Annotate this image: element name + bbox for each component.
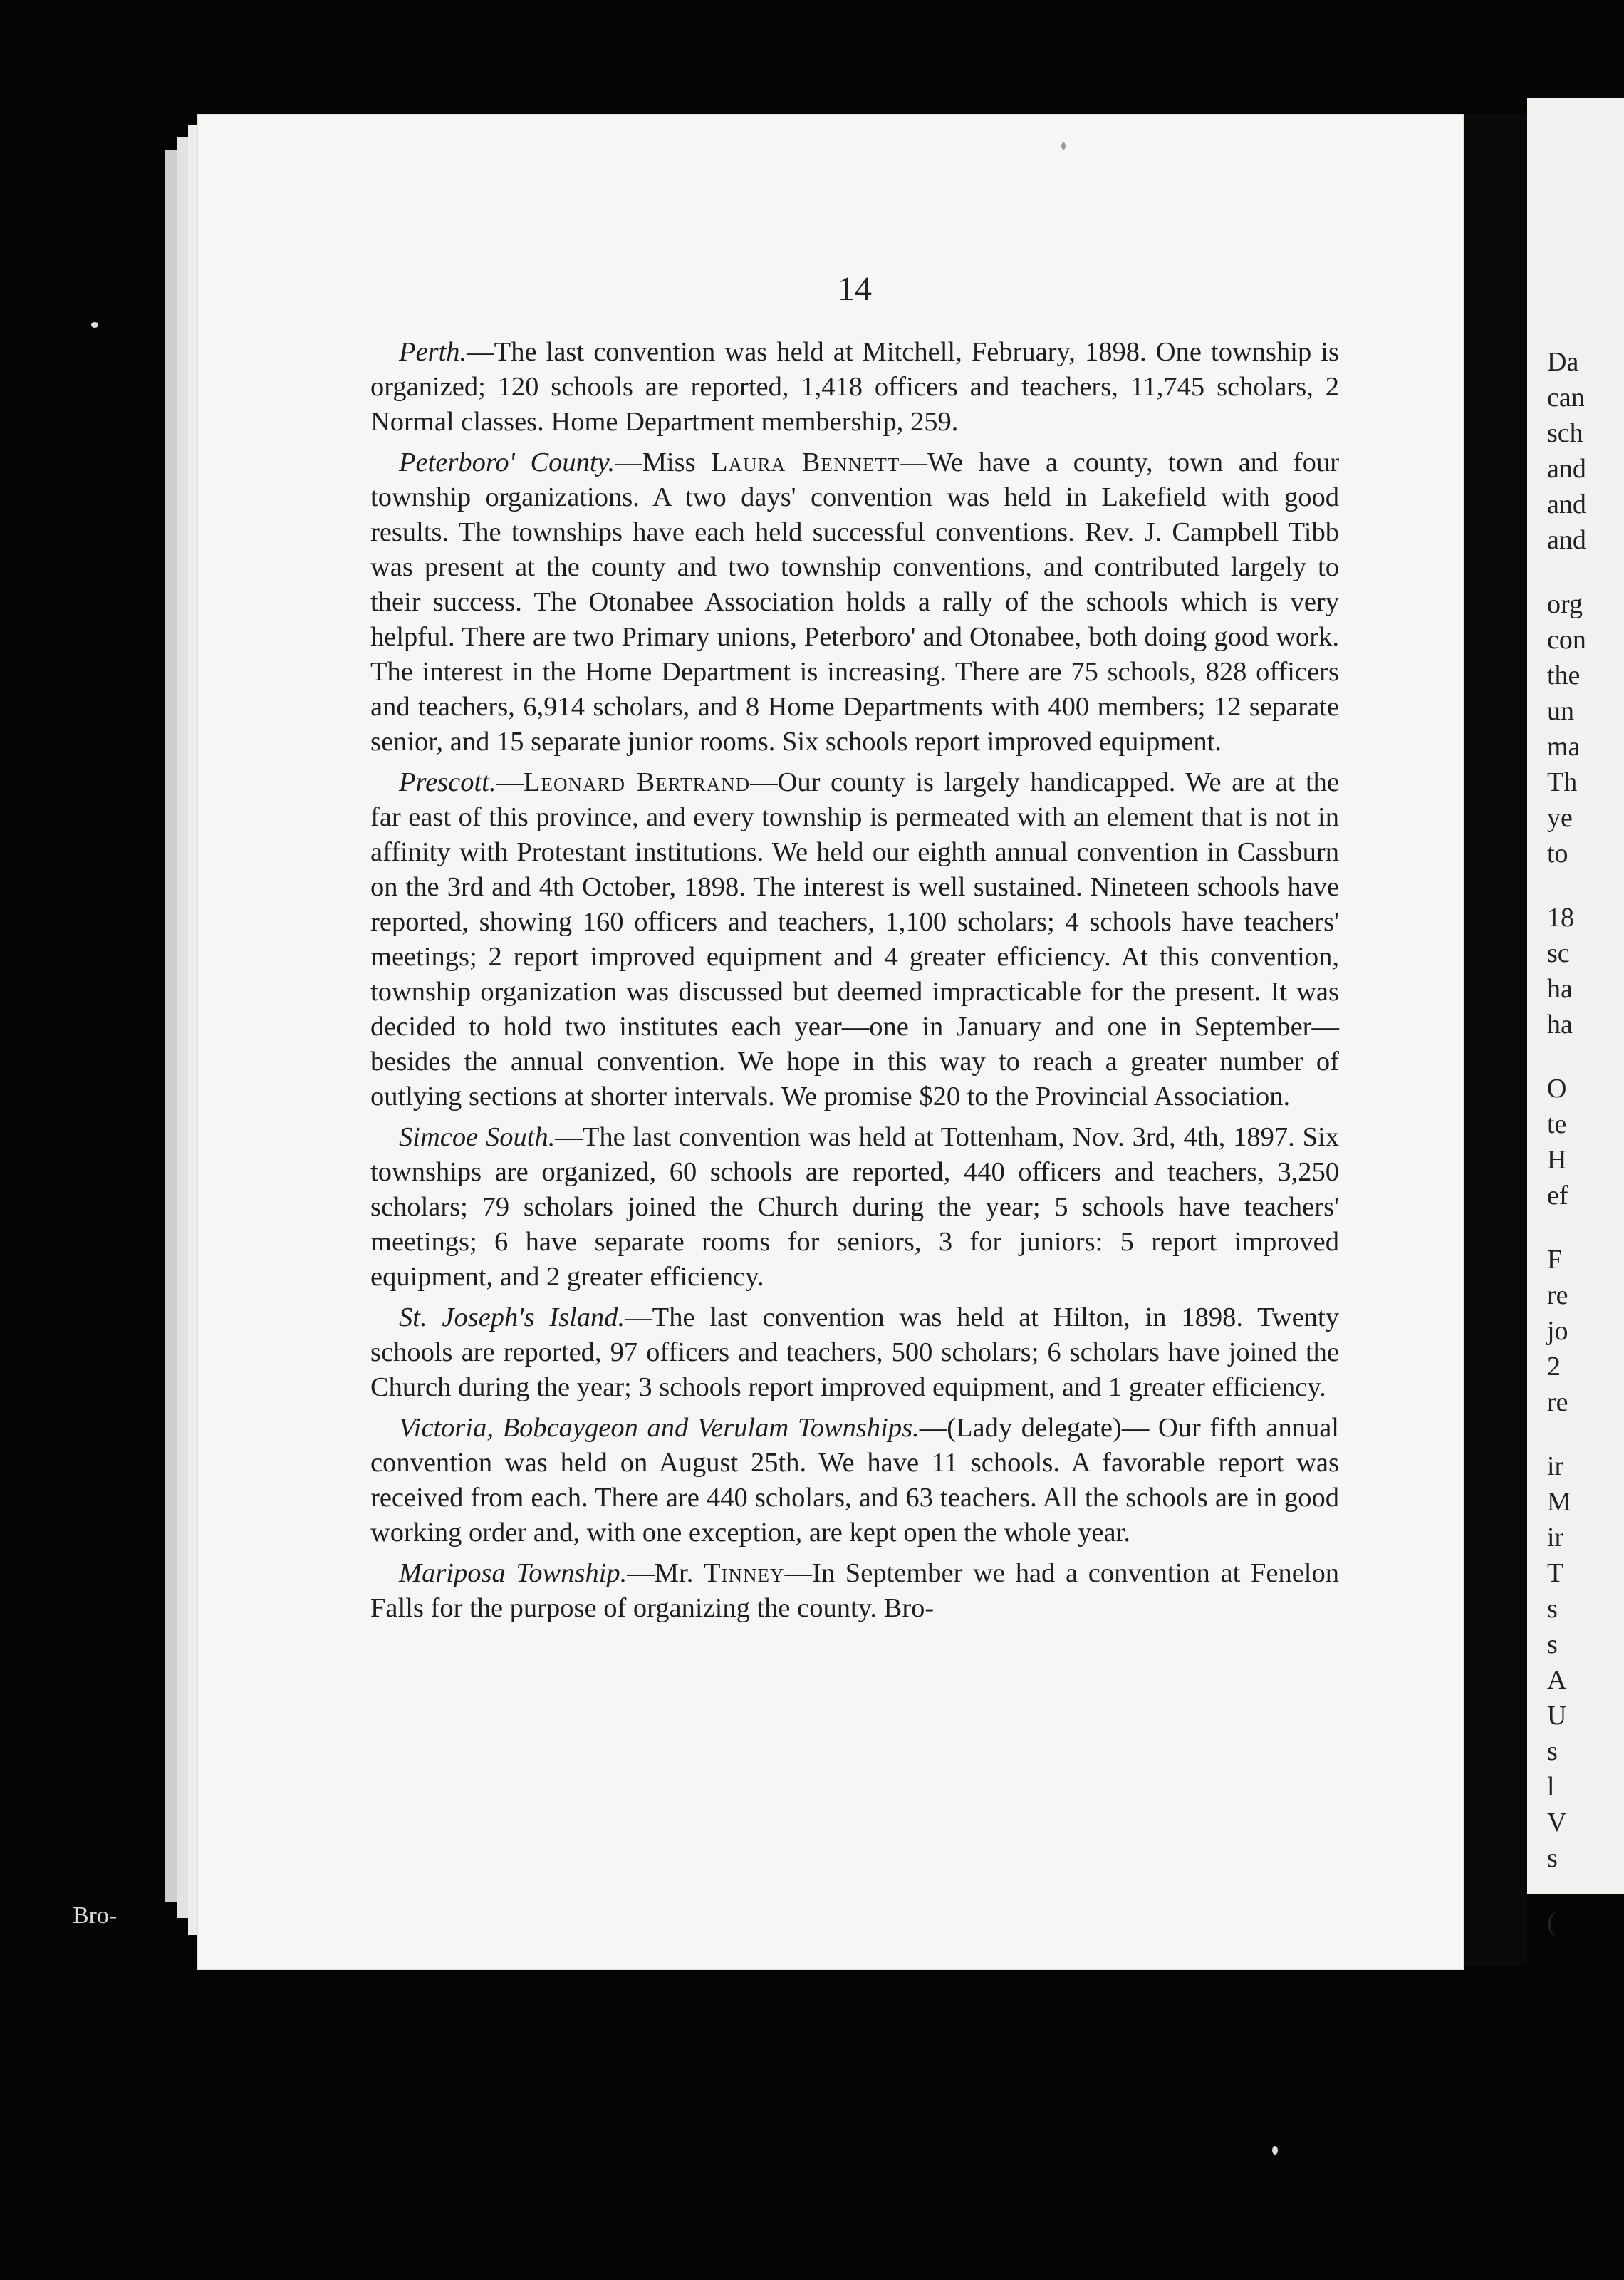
paragraph-st-josephs-island [370, 1300, 1339, 1405]
facing-page-fragment: s [1547, 1594, 1558, 1624]
paragraph-text: —(Lady delegate)— Our fifth annual convention was held on August 25th. We have 11 schools. A favorable report was received from each. There are 440 scholars, and 63 teachers. All the schools are in good working order and, with one exception, are kept open the whole year. [370, 1413, 1339, 1548]
paragraph-simcoe-south [370, 1120, 1339, 1295]
paragraph-peterboro [370, 445, 1339, 760]
facing-page-fragment: re [1547, 1387, 1568, 1417]
facing-page-fragment: s [1547, 1736, 1558, 1766]
body-text [370, 335, 1339, 1632]
facing-page-fragment: and [1547, 454, 1586, 484]
paragraph-heading: Perth. [399, 337, 467, 367]
paragraph-text: —Our county is largely handicapped. We are at the far east of this province, and every township is permeated with an element that is not in affinity with Protestant institutions. We held our eighth annual convention in Cassburn on the 3rd and 4th October, 1898. The interest is well sustained. Nineteen schools have reported, showing 160 officers and teachers, 1,100 scholars; 4 schools have teachers' meetings; 2 report improved equipment and 4 greater efficiency. At this convention, township organization was discussed but deemed impracticable for the present. It was decided to hold two institutes each year—one in January and one in September—besides the annual convention. We hope in this way to reach a greater number of outlying sections at shorter intervals. We promise $20 to the Provincial Association. [370, 767, 1340, 1112]
facing-page-fragment: jo [1547, 1316, 1568, 1346]
facing-page-fragment: ha [1547, 974, 1573, 1004]
paragraph-mariposa [370, 1556, 1339, 1626]
facing-page-fragment: ir [1547, 1451, 1564, 1481]
facing-page-fragment: ef [1547, 1181, 1568, 1211]
paragraph-victoria [370, 1411, 1339, 1550]
paragraph-text: —The last convention was held at Mitchell, February, 1898. One township is organized; 120 schools are reported, 1,418 officers and teachers, 11,745 scholars, 2 Normal classes. Home Department membership, 259. [370, 337, 1339, 437]
paragraph-dash: — [496, 767, 524, 797]
paragraph-heading: Prescott. [399, 767, 496, 797]
facing-page-fragment: 18 [1547, 903, 1574, 933]
facing-page-fragment: con [1547, 625, 1586, 655]
facing-page-fragment: and [1547, 525, 1586, 555]
page-number: 14 [838, 270, 872, 308]
paragraph-text: —The last convention was held at Hilton, in 1898. Twenty schools are reported, 97 officers and teachers, 500 scholars; 6 scholars have joined the Church during the year; 3 schools report improved equipment, and 1 greater efficiency. [370, 1302, 1339, 1402]
paragraph-perth [370, 335, 1339, 440]
facing-page-fragment: s [1547, 1629, 1558, 1659]
facing-page-fragment: sc [1547, 938, 1570, 968]
facing-page [1527, 98, 1624, 1937]
paragraph-heading: Mariposa Township. [399, 1558, 628, 1588]
speaker-name: Tinney [704, 1558, 785, 1588]
paragraph-dash: —Miss [615, 447, 712, 477]
paragraph-text: —The last convention was held at Tottenham, Nov. 3rd, 4th, 1897. Six townships are organized, 60 schools are reported, 440 officers and teachers, 3,250 scholars; 79 scholars joined the Church during the year; 5 schools have teachers' meetings; 6 have separate rooms for seniors, 3 for juniors: 5 report improved equipment, and 2 greater efficiency. [370, 1122, 1339, 1292]
facing-page-fragment: ha [1547, 1010, 1573, 1040]
facing-page-fragment: and [1547, 489, 1586, 519]
paragraph-heading: Simcoe South. [399, 1122, 556, 1152]
book-gutter [1464, 114, 1527, 1966]
speaker-name: Leonard Bertrand [524, 767, 751, 797]
paragraph-heading: St. Joseph's Island. [399, 1302, 625, 1332]
paragraph-heading: Victoria, Bobcaygeon and Verulam Townships. [399, 1413, 920, 1443]
facing-page-fragment: F [1547, 1245, 1563, 1275]
facing-page-fragment: 2 [1547, 1352, 1561, 1382]
paragraph-dash: —Mr. [627, 1558, 704, 1588]
facing-page-fragment: ye [1547, 803, 1573, 833]
facing-page-fragment: M [1547, 1487, 1571, 1517]
facing-page-fragment: H [1547, 1145, 1567, 1175]
facing-page-fragment: the [1547, 660, 1581, 690]
facing-page-fragment: l [1547, 1772, 1555, 1802]
facing-page-fragment: ir [1547, 1523, 1564, 1553]
paragraph-prescott [370, 765, 1339, 1114]
facing-page-fragment: T [1547, 1558, 1564, 1588]
facing-page-fragment: org [1547, 589, 1583, 619]
dust-speck [91, 322, 98, 328]
paragraph-text: —In September we had a convention at Fenelon Falls for the purpose of organizing the county. Bro- [370, 1558, 1339, 1623]
facing-page-fragment: Da [1547, 347, 1579, 377]
paragraph-text: —We have a county, town and four township organizations. A two days' convention was held in Lakefield with good results. The townships have each held successful conventions. Rev. J. Campbell Tibb was present at the county and two township conventions, and contributed largely to their success. The Otonabee Association holds a rally of the schools which is very helpful. There are two Primary unions, Peterboro' and Otonabee, both doing good work. The interest in the Home Department is increasing. There are 75 schools, 828 officers and teachers, 6,914 scholars, and 8 Home Departments with 400 members; 12 separate senior, and 15 separate junior rooms. Six schools report improved equipment. [370, 447, 1339, 757]
dust-speck [1272, 2146, 1278, 2155]
facing-page-fragment: ( [1547, 1907, 1556, 1937]
paragraph-heading: Peterboro' County. [399, 447, 615, 477]
facing-page-fragment: U [1547, 1701, 1567, 1731]
facing-page-fragment: Th [1547, 767, 1578, 797]
facing-page-fragment: can [1547, 383, 1585, 413]
dust-speck [1061, 142, 1066, 150]
facing-page-fragment: sch [1547, 418, 1583, 448]
speaker-name: Laura Bennett [711, 447, 900, 477]
facing-page-fragment: ma [1547, 732, 1581, 762]
facing-page-fragment: s [1547, 1843, 1558, 1873]
facing-page-fragment: A [1547, 1665, 1567, 1695]
facing-page-fragment: te [1547, 1109, 1567, 1139]
facing-page-fragment: re [1547, 1280, 1568, 1310]
facing-page-fragment: V [1547, 1808, 1567, 1838]
facing-page-fragment: to [1547, 839, 1568, 869]
facing-page-fragment: O [1547, 1074, 1567, 1104]
facing-page-fragment: un [1547, 696, 1574, 726]
margin-note: Bro- [73, 1902, 118, 1929]
